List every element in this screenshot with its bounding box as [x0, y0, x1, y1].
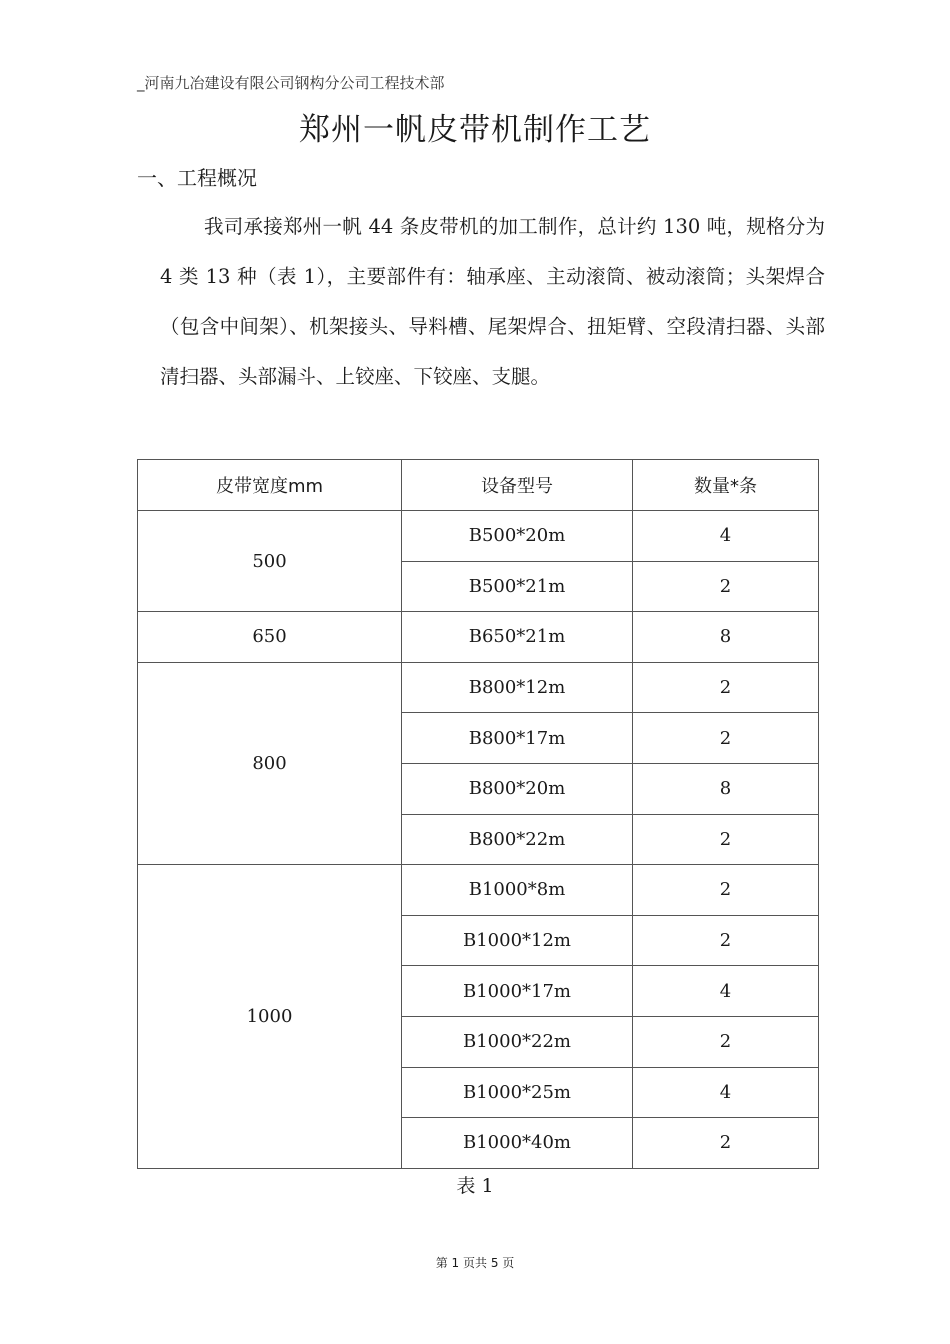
header-model: 设备型号 [402, 460, 633, 511]
belt-width-cell: 650 [138, 612, 402, 663]
model-cell: B800*17m [402, 713, 633, 764]
page-header: _河南九冶建设有限公司钢构分公司工程技术部 [137, 74, 445, 92]
header-belt-width: 皮带宽度mm [138, 460, 402, 511]
document-title: 郑州一帆皮带机制作工艺 [299, 112, 651, 148]
section-heading: 一、工程概况 [137, 166, 257, 190]
model-cell: B500*20m [402, 511, 633, 562]
model-cell: B800*20m [402, 763, 633, 814]
quantity-cell: 2 [633, 1016, 819, 1067]
model-cell: B1000*17m [402, 966, 633, 1017]
model-cell: B500*21m [402, 561, 633, 612]
table-body [138, 511, 819, 1169]
quantity-cell: 4 [633, 1067, 819, 1118]
model-cell: B1000*40m [402, 1118, 633, 1169]
quantity-cell: 4 [633, 511, 819, 562]
table-header-row [138, 460, 819, 511]
model-cell: B650*21m [402, 612, 633, 663]
table-row [138, 612, 819, 663]
model-cell: B800*22m [402, 814, 633, 865]
belt-width-cell: 500 [138, 511, 402, 612]
model-cell: B1000*25m [402, 1067, 633, 1118]
quantity-cell: 2 [633, 814, 819, 865]
table-row [138, 865, 819, 916]
table-row [138, 662, 819, 713]
model-cell: B1000*8m [402, 865, 633, 916]
overview-paragraph: 我司承接郑州一帆 44 条皮带机的加工制作，总计约 130 吨，规格分为 4 类 13 种（表 1），主要部件有：轴承座、主动滚筒、被动滚筒；头架焊合（包含中间架）、机架接头、导料槽、尾架焊合、扭矩臂、空段清扫器、头部清扫器、头部漏斗、上铰座、下铰座、支腿。 [160, 215, 825, 388]
model-cell: B1000*22m [402, 1016, 633, 1067]
table-caption: 表 1 [456, 1175, 494, 1197]
model-cell: B1000*12m [402, 915, 633, 966]
quantity-cell: 8 [633, 612, 819, 663]
quantity-cell: 2 [633, 713, 819, 764]
quantity-cell: 2 [633, 915, 819, 966]
table-row [138, 511, 819, 562]
header-quantity: 数量*条 [633, 460, 819, 511]
belt-width-cell: 800 [138, 662, 402, 864]
quantity-cell: 2 [633, 561, 819, 612]
belt-width-cell: 1000 [138, 865, 402, 1169]
quantity-cell: 2 [633, 865, 819, 916]
quantity-cell: 4 [633, 966, 819, 1017]
page-footer: 第 1 页共 5 页 [435, 1256, 515, 1270]
quantity-cell: 2 [633, 1118, 819, 1169]
belt-spec-table [137, 459, 819, 1169]
model-cell: B800*12m [402, 662, 633, 713]
quantity-cell: 2 [633, 662, 819, 713]
quantity-cell: 8 [633, 763, 819, 814]
